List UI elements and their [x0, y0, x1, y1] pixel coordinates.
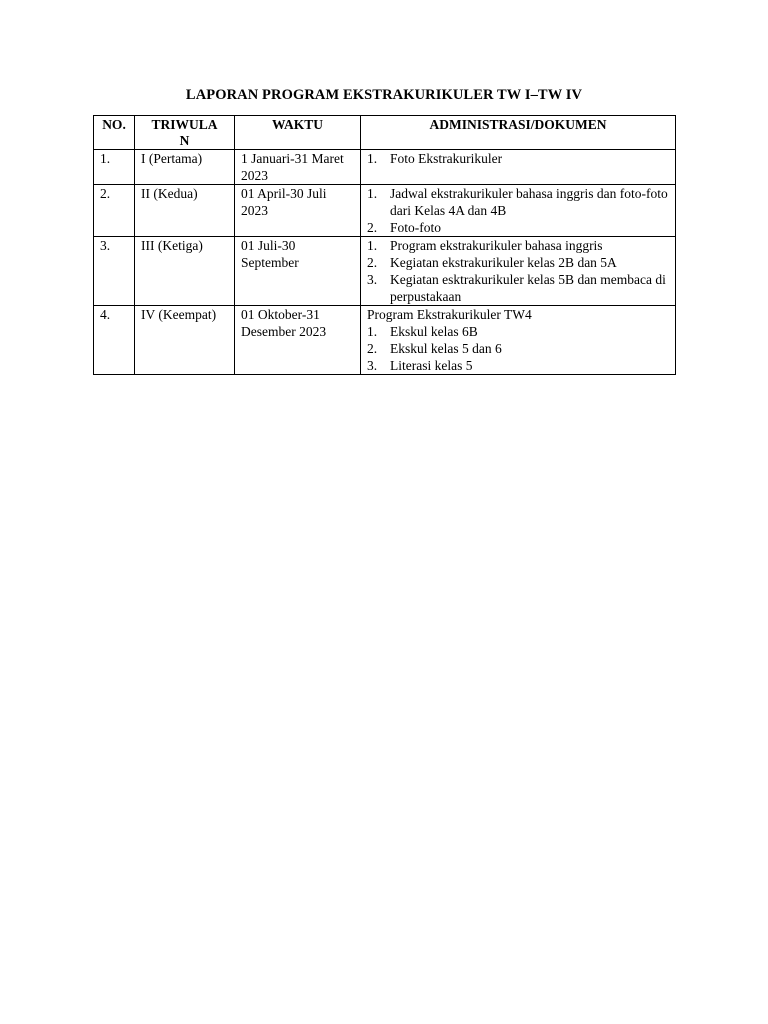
list-item-text: Foto Ekstrakurikuler: [390, 151, 503, 166]
cell-triwulan: III (Ketiga): [135, 237, 235, 306]
list-item-number: 3.: [367, 358, 378, 373]
cell-waktu: 01 Juli-30 September: [235, 237, 361, 306]
list-intro-text: Program Ekstrakurikuler TW4: [367, 307, 532, 322]
table-header-row: [94, 116, 676, 150]
document-list: [367, 237, 669, 305]
list-item-text: Foto-foto: [390, 220, 442, 235]
list-item-text: Literasi kelas 5: [390, 358, 473, 373]
header-administrasi: ADMINISTRASI/DOKUMEN: [361, 116, 676, 150]
list-item-number: 1.: [367, 186, 378, 201]
cell-no: 4.: [94, 306, 135, 375]
list-item-text: Ekskul kelas 5 dan 6: [390, 341, 502, 356]
list-item-number: 2.: [367, 255, 378, 270]
list-item-text: Program ekstrakurikuler bahasa inggris: [390, 238, 603, 253]
cell-administrasi: [361, 237, 676, 306]
cell-no: 2.: [94, 185, 135, 237]
list-item: [367, 323, 669, 340]
list-item-number: 1.: [367, 151, 378, 166]
table-row: [94, 237, 676, 306]
list-item: [367, 340, 669, 357]
cell-waktu: 1 Januari-31 Maret 2023: [235, 150, 361, 185]
report-table: [93, 115, 676, 375]
cell-triwulan: I (Pertama): [135, 150, 235, 185]
table-row: [94, 185, 676, 237]
cell-waktu: 01 April-30 Juli 2023: [235, 185, 361, 237]
list-item-number: 2.: [367, 220, 378, 235]
header-waktu: WAKTU: [235, 116, 361, 150]
cell-administrasi: [361, 150, 676, 185]
header-triwulan: [135, 116, 235, 150]
list-item: [367, 357, 669, 374]
list-item: [367, 219, 669, 236]
list-item-text: Jadwal ekstrakurikuler bahasa inggris dan foto-foto dari Kelas 4A dan 4B: [390, 186, 668, 218]
list-item-number: 1.: [367, 324, 378, 339]
document-list: [367, 323, 669, 374]
list-item: [367, 254, 669, 271]
cell-no: 1.: [94, 150, 135, 185]
header-no: NO.: [94, 116, 135, 150]
list-item: [367, 271, 669, 305]
list-item-text: Kegiatan ekstrakurikuler kelas 2B dan 5A: [390, 255, 617, 270]
list-item: [367, 237, 669, 254]
cell-no: 3.: [94, 237, 135, 306]
list-item-text: Ekskul kelas 6B: [390, 324, 478, 339]
list-item-text: Kegiatan esktrakurikuler kelas 5B dan membaca di perpustakaan: [390, 272, 666, 304]
list-item-number: 3.: [367, 272, 378, 287]
cell-administrasi: [361, 306, 676, 375]
table-row: [94, 150, 676, 185]
cell-triwulan: IV (Keempat): [135, 306, 235, 375]
header-triwulan-text: TRIWULA N: [151, 117, 218, 148]
document-list: [367, 185, 669, 236]
list-item: [367, 150, 669, 167]
cell-waktu: 01 Oktober-31 Desember 2023: [235, 306, 361, 375]
cell-triwulan: II (Kedua): [135, 185, 235, 237]
list-item-number: 1.: [367, 238, 378, 253]
cell-administrasi: [361, 185, 676, 237]
list-item-number: 2.: [367, 341, 378, 356]
document-title: LAPORAN PROGRAM EKSTRAKURIKULER TW I–TW IV: [185, 87, 583, 103]
table-row: [94, 306, 676, 375]
list-item: [367, 185, 669, 219]
document-list: [367, 150, 669, 167]
